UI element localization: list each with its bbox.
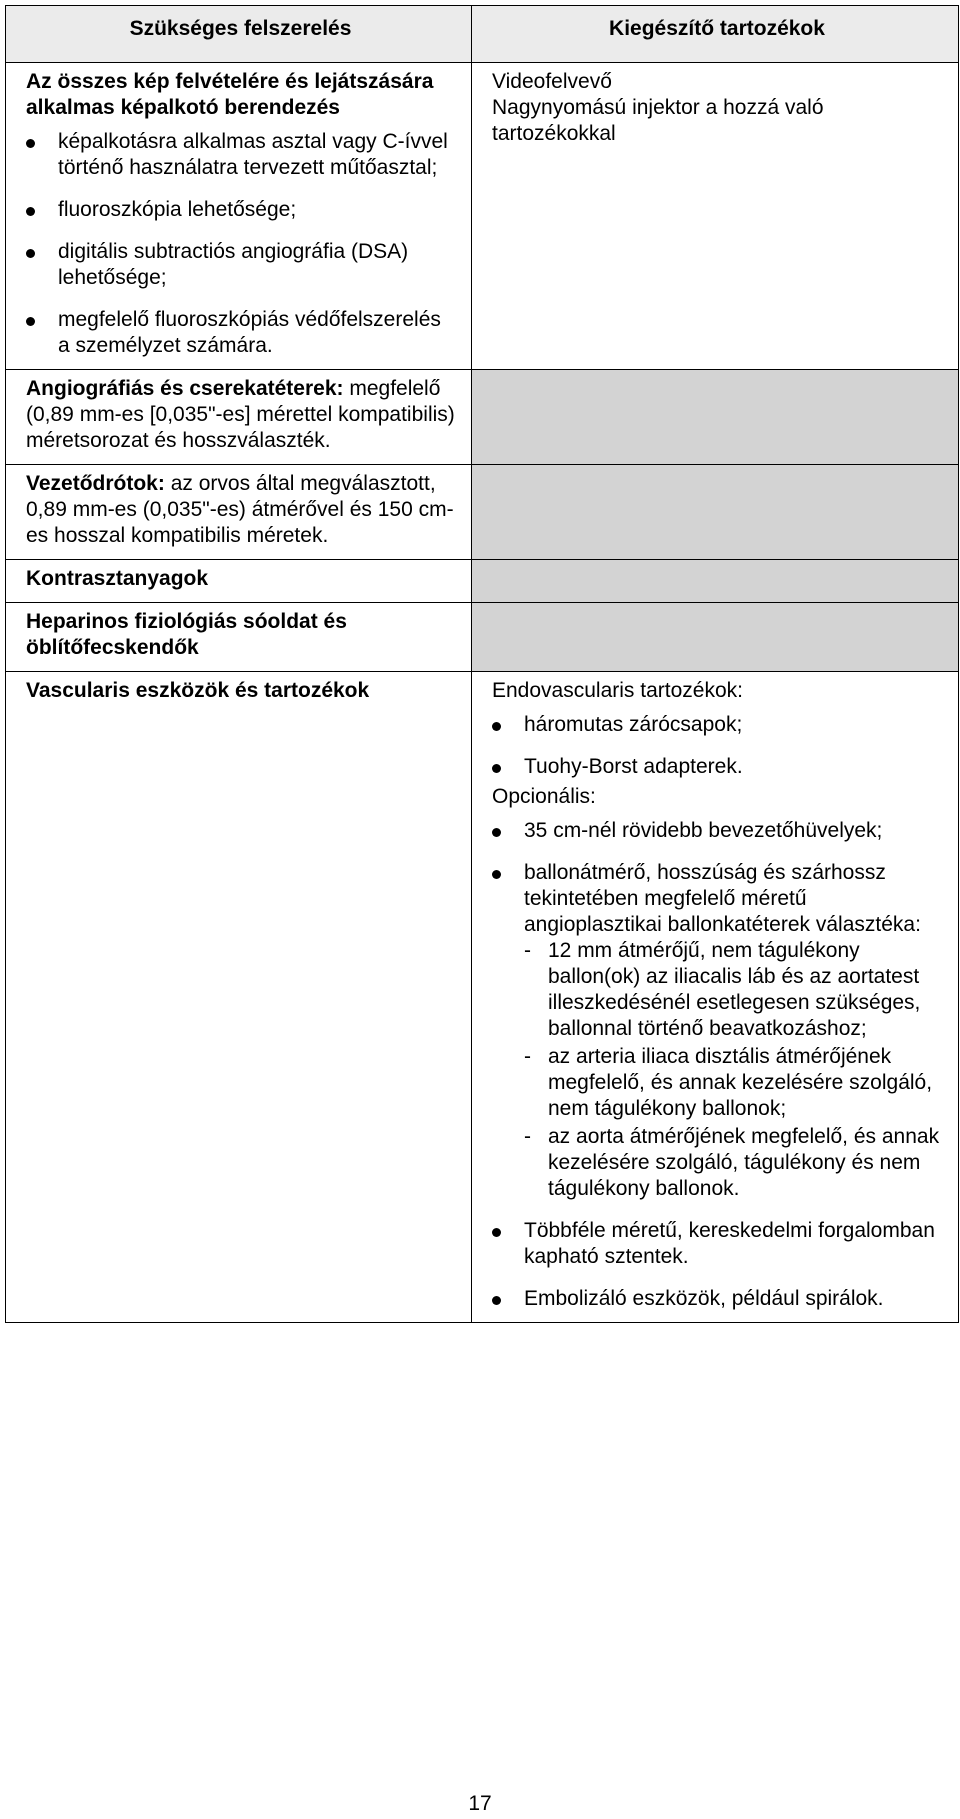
imaging-title: Az összes kép felvételére és lejátszására alkalmas képalkotó berendezés (26, 70, 434, 119)
endovascular-intro: Endovascularis tartozékok: (492, 679, 743, 702)
accessory-line: Videofelvevő (492, 70, 612, 93)
list-item: háromutas zárócsapok; (492, 712, 942, 738)
catheters-head: Angiográfiás és cserekatéterek: (26, 377, 344, 400)
cell-saline (6, 603, 472, 672)
contrast-head: Kontrasztanyagok (26, 567, 209, 590)
list-item: Tuohy-Borst adapterek. (492, 754, 942, 780)
cell-imaging-accessories (472, 63, 959, 370)
endovascular-list (492, 712, 942, 780)
catheters-text: megfelelő (0,89 mm-es [0,035"-es] mérettel kompatibilis) méretsorozat és hosszválaszték. (26, 377, 455, 452)
bullet-icon (26, 249, 35, 258)
cell-guidewires (6, 465, 472, 560)
list-item: Embolizáló eszközök, például spirálok. (492, 1286, 942, 1312)
cell-imaging (6, 63, 472, 370)
sublist-item: - az aorta átmérőjének megfelelő, és annak kezelésére szolgáló, tágulékony és nem tágulékony ballonok. (524, 1125, 940, 1200)
guidewires-text: az orvos által megválasztott, 0,89 mm-es (0,035"-es) átmérővel és 150 cm-es hosszal kompatibilis méretek. (26, 472, 454, 547)
dash-mark: - (524, 939, 531, 962)
bullet-icon (492, 722, 501, 731)
table-row (6, 603, 959, 672)
page-number: 17 (468, 1792, 492, 1815)
bullet-icon (492, 1296, 501, 1305)
table-row (6, 560, 959, 603)
sublist-item: - az arteria iliaca disztális átmérőjének megfelelő, és annak kezelésére szolgáló, nem tágulékony ballonok; (524, 1045, 933, 1120)
dash-mark: - (524, 1045, 531, 1068)
table-row (6, 370, 959, 465)
bullet-icon (492, 870, 501, 879)
list-item: Többféle méretű, kereskedelmi forgalomban kapható sztentek. (492, 1218, 942, 1270)
cell-vascular (6, 672, 472, 1323)
bullet-icon (492, 1228, 501, 1237)
cell-contrast (6, 560, 472, 603)
list-item: megfelelő fluoroszkópiás védőfelszerelés a személyzet számára. (26, 307, 455, 359)
header-row (6, 6, 959, 63)
bullet-icon (492, 828, 501, 837)
list-item: ballonátmérő, hosszúság és szárhossz tekintetében megfelelő méretű angioplasztikai ballonkatéterek választéka: - 12 mm átmérőjű, nem tágulékony ballon(ok) az iliacalis láb és az aortatest illeszkedésénél esetlegesen szükséges, ballonnal történő beavatkozáshoz; - az arteria iliaca disztális átmérőjének megfelelő, és annak kezelésére szolgáló, nem tágulékony ballonok; - az aorta átmérőjének megfelelő, és annak kezelésére szolgáló, tágulékony és nem tágulékony ballonok. (492, 860, 942, 1202)
table-row (6, 465, 959, 560)
list-item: digitális subtractiós angiográfia (DSA) lehetősége; (26, 239, 455, 291)
guidewires-head: Vezetődrótok: (26, 472, 165, 495)
imaging-list (26, 129, 455, 359)
list-item: képalkotásra alkalmas asztal vagy C-ívvel történő használatra tervezett műtőasztal; (26, 129, 455, 181)
list-item: fluoroszkópia lehetősége; (26, 197, 455, 223)
bullet-icon (492, 764, 501, 773)
cell-empty-grey (472, 465, 959, 560)
cell-empty-grey (472, 560, 959, 603)
optional-label: Opcionális: (492, 785, 596, 808)
optional-list (492, 818, 942, 1312)
list-item: 35 cm-nél rövidebb bevezetőhüvelyek; (492, 818, 942, 844)
cell-catheters (6, 370, 472, 465)
dash-mark: - (524, 1125, 531, 1148)
header-accessories: Kiegészítő tartozékok (472, 6, 959, 63)
table-row (6, 63, 959, 370)
cell-empty-grey (472, 370, 959, 465)
table-row (6, 672, 959, 1323)
header-required: Szükséges felszerelés (6, 6, 472, 63)
accessory-line: Nagynyomású injektor a hozzá való tartozékokkal (492, 96, 824, 145)
bullet-icon (26, 139, 35, 148)
vascular-head: Vascularis eszközök és tartozékok (26, 679, 370, 702)
saline-head: Heparinos fiziológiás sóoldat és öblítőfecskendők (26, 610, 347, 659)
cell-empty-grey (472, 603, 959, 672)
bullet-icon (26, 317, 35, 326)
cell-endovascular (472, 672, 959, 1323)
bullet-icon (26, 207, 35, 216)
balloon-sublist (524, 938, 942, 1202)
sublist-item: - 12 mm átmérőjű, nem tágulékony ballon(ok) az iliacalis láb és az aortatest illeszkedésénél esetlegesen szükséges, ballonnal történő beavatkozáshoz; (524, 939, 921, 1040)
equipment-table (5, 5, 959, 1323)
